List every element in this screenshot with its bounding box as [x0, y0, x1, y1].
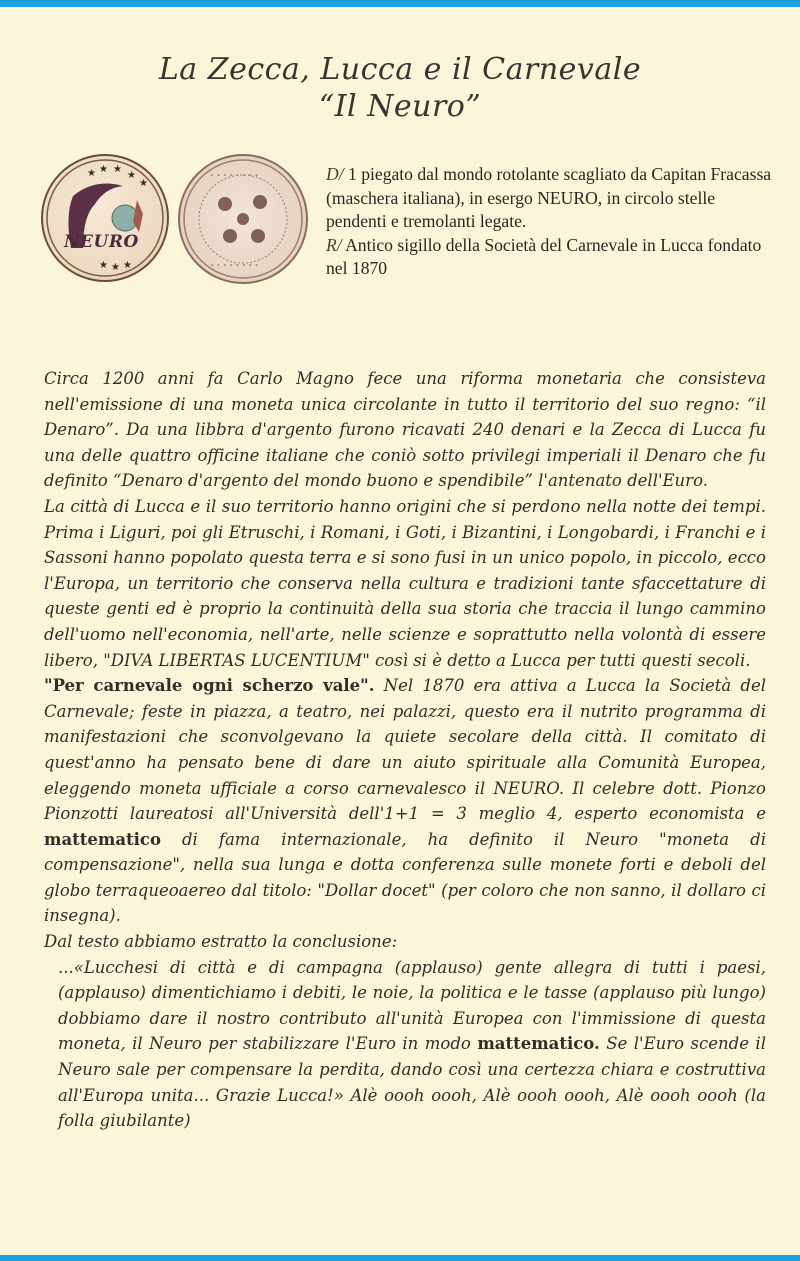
paragraph-lucca: La città di Lucca e il suo territorio hanno origini che si perdono nella notte dei tempi. Prima i Liguri, poi gli Etruschi, i Romani, i Goti, i Bizantini, i Longobardi, i Franchi e i Sassoni hanno popolato questa terra e si sono fusi in un unico popolo, in piccolo, ecco l'Europa, un territorio che conserva nella cultura e tradizioni tante sfaccettature di queste genti ed è proprio la continuità della sua storia che traccia il lungo cammino dell'uomo nell'economia, nell'arte, nelle scienze e soprattutto nella volontà di essere libero, "DIVA LIBERTAS LUCENTIUM" così si è detto a Lucca per tutti questi secoli. [44, 496, 766, 670]
coin-obverse-image [41, 154, 169, 282]
carnival-text-b: di fama internazionale, ha definito il Neuro "moneta di compensazione", nella sua lunga e dotta conferenza sulle monete forti e deboli del globo terraqueoaereo dal titolo: "Dollar docet" (per coloro che non sanno, il dollaro ci insegna). [44, 829, 766, 926]
quote-text-a: ...«Lucchesi di città e di campagna (applauso) gente allegra di tutti i paesi, (applauso) dimentichiamo i debiti, le noie, la politica e le tasse (applauso più lungo) dobbiamo dare il nostro contributo all'unità Europea con l'immissione di questa moneta, il Neuro per stabilizzare l'Euro in modo [58, 957, 766, 1054]
coin-description [326, 163, 776, 281]
quote-emphasis: mattematico. [477, 1034, 600, 1054]
svg-text:★: ★ [87, 168, 96, 179]
paragraph-conclusion-intro: Dal testo abbiamo estratto la conclusione: [44, 932, 398, 952]
carnival-text-a: Nel 1870 era attiva a Lucca la Società del Carnevale; feste in piazza, a teatro, nei palazzi, questo era il nutrito programma di manifestazioni che sconvolgevano la quiete secolare della città. Il comitato di quest'anno ha pensato bene di dare un aiuto spirituale alla Comunità Europea, eleggendo moneta ufficiale a corso carnevalesco il NEURO. Il celebre dott. Pionzo Pionzotti laureatosi all'Università dell'1+1 = 3 meglio 4, esperto economista e [44, 676, 766, 824]
mattematico-emphasis: mattematico [44, 829, 161, 849]
coin-obverse-label: NEURO [64, 232, 139, 252]
paragraph-quote [44, 955, 766, 1134]
quote-text-b: Se l'Euro scende il Neuro sale per compensare la perdita, dando così una certezza chiara e costruttiva all'Europa unita... Grazie Lucca!» Alè oooh oooh, Alè oooh oooh, Alè oooh oooh (la folla giubilante) [58, 1034, 766, 1131]
bottom-border [0, 1255, 800, 1261]
svg-text:• • • • • • • •: • • • • • • • • [210, 262, 259, 270]
paragraph-history: Circa 1200 anni fa Carlo Magno fece una riforma monetaria che consisteva nell'emissione di una moneta unica circolante in tutto il territorio del suo regno: “il Denaro”. Da una libbra d'argento furono ricavati 240 denari e la Zecca di Lucca fu una delle quattro officine italiane che coniò sotto privilegi imperiali il Denaro che fu definito “Denaro d'argento del mondo buono e spendibile” l'antenato dell'Euro. [44, 369, 766, 491]
svg-text:• • • • • • • •: • • • • • • • • [210, 172, 259, 180]
article-body [44, 366, 766, 1134]
carnival-motto: "Per carnevale ogni scherzo vale". [44, 676, 375, 696]
page-title: La Zecca, Lucca e il Carnevale [158, 52, 642, 87]
svg-text:★: ★ [99, 164, 108, 175]
svg-text:★: ★ [111, 262, 120, 273]
page-subtitle: “Il Neuro” [318, 89, 482, 124]
reverse-text: Antico sigillo della Società del Carnevale in Lucca fondato nel 1870 [326, 234, 762, 278]
svg-text:★: ★ [127, 170, 136, 181]
svg-text:★: ★ [139, 178, 148, 189]
paragraph-carnival [44, 673, 766, 929]
obverse-text: 1 piegato dal mondo rotolante scagliato da Capitan Fracassa (maschera italiana), in esergo NEURO, in circolo stelle pendenti e tremolanti legate. [326, 164, 772, 231]
top-border [0, 0, 800, 7]
obverse-tag: D/ [326, 164, 344, 184]
svg-text:★: ★ [113, 164, 122, 175]
reverse-tag: R/ [326, 234, 342, 255]
coin-reverse-image [178, 154, 308, 284]
svg-text:★: ★ [99, 260, 108, 271]
svg-text:★: ★ [123, 260, 132, 271]
